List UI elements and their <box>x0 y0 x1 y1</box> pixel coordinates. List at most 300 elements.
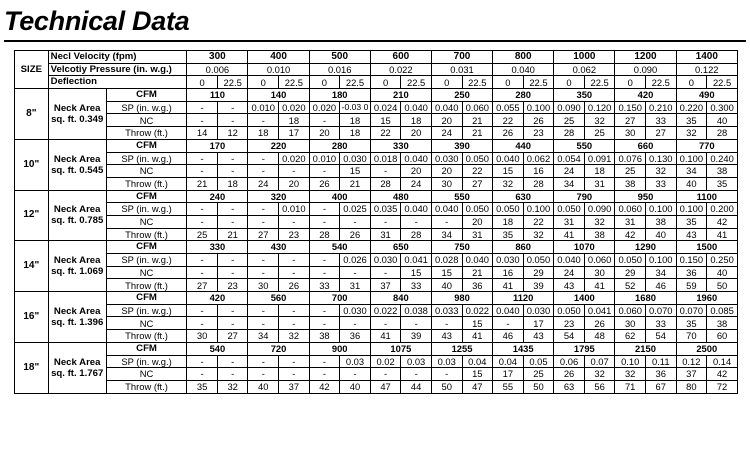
throw-value: 23 <box>523 127 554 140</box>
sp-value: 0.100 <box>645 203 676 216</box>
sp-value: 0.11 <box>645 355 676 368</box>
sp-value: 0.010 <box>248 101 279 114</box>
cfm-label: CFM <box>106 292 187 305</box>
sp-value: 0.060 <box>615 203 646 216</box>
neck-area-label: Neck Area <box>53 153 101 165</box>
throw-value: 28 <box>309 228 340 241</box>
sp-row <box>15 101 738 114</box>
nc-row <box>15 165 738 178</box>
throw-value: 40 <box>431 279 462 292</box>
sp-value: 0.050 <box>462 152 493 165</box>
nc-value: - <box>217 368 248 381</box>
nc-row <box>15 368 738 381</box>
sp-value: - <box>217 101 248 114</box>
nc-value: - <box>217 114 248 127</box>
cfm-value: 2150 <box>615 342 676 355</box>
cfm-value: 480 <box>370 190 431 203</box>
nc-value: 36 <box>676 266 707 279</box>
deflection-value: 0 <box>431 76 462 89</box>
nc-value: - <box>370 165 401 178</box>
nc-value: 25 <box>615 165 646 178</box>
deflection-value: 22.5 <box>523 76 554 89</box>
nc-value: 18 <box>493 215 524 228</box>
throw-value: 22 <box>370 127 401 140</box>
throw-value: 33 <box>401 279 432 292</box>
nc-value: - <box>217 317 248 330</box>
cfm-value: 1435 <box>493 342 554 355</box>
throw-label: Throw (ft.) <box>106 279 187 292</box>
throw-value: 26 <box>279 279 310 292</box>
sp-value: 0.050 <box>523 254 554 267</box>
throw-value: 27 <box>645 127 676 140</box>
nc-value: - <box>279 215 310 228</box>
sp-row <box>15 203 738 216</box>
cfm-value: 420 <box>615 89 676 102</box>
sp-value: 0.025 <box>340 203 371 216</box>
sp-value: - <box>187 152 218 165</box>
throw-value: 54 <box>554 330 585 343</box>
throw-value: 47 <box>462 380 493 393</box>
throw-value: 26 <box>493 127 524 140</box>
nc-value: 15 <box>340 165 371 178</box>
throw-value: 50 <box>431 380 462 393</box>
sp-value: - <box>309 355 340 368</box>
velocity-pressure-value: 0.006 <box>187 63 248 76</box>
nc-value: - <box>187 215 218 228</box>
throw-value: 23 <box>279 228 310 241</box>
nc-value: 32 <box>645 165 676 178</box>
nc-value: 34 <box>676 165 707 178</box>
sp-value: - <box>248 304 279 317</box>
sp-value: 0.07 <box>584 355 615 368</box>
nc-value: - <box>401 215 432 228</box>
sp-value: 0.100 <box>523 101 554 114</box>
sp-value: 0.02 <box>370 355 401 368</box>
nc-value: 15 <box>370 114 401 127</box>
page-title: Technical Data <box>4 6 190 36</box>
table-body <box>15 51 738 394</box>
throw-value: 30 <box>187 330 218 343</box>
cfm-value: 650 <box>370 241 431 254</box>
nc-value: 26 <box>584 317 615 330</box>
cfm-value: 1100 <box>676 190 737 203</box>
throw-value: 18 <box>217 177 248 190</box>
sp-value: 0.055 <box>493 101 524 114</box>
cfm-value: 1400 <box>554 292 615 305</box>
throw-value: 33 <box>645 177 676 190</box>
velocity-pressure-value: 0.090 <box>615 63 676 76</box>
throw-value: 55 <box>493 380 524 393</box>
sp-value: 0.022 <box>370 304 401 317</box>
deflection-value: 22.5 <box>462 76 493 89</box>
neck-area-label: Neck Area <box>53 102 101 114</box>
sp-label: SP (in. w.g.) <box>106 355 187 368</box>
throw-label: Throw (ft.) <box>106 380 187 393</box>
sp-value: 0.05 <box>523 355 554 368</box>
sp-value: 0.030 <box>340 304 371 317</box>
throw-value: 18 <box>340 127 371 140</box>
nc-value: - <box>248 317 279 330</box>
sp-value: 0.14 <box>707 355 738 368</box>
nc-value: 35 <box>676 114 707 127</box>
cfm-value: 790 <box>554 190 615 203</box>
throw-value: 21 <box>340 177 371 190</box>
throw-value: 54 <box>645 330 676 343</box>
throw-value: 43 <box>431 330 462 343</box>
nc-value: - <box>187 368 218 381</box>
sp-value: - <box>248 254 279 267</box>
sp-value: 0.06 <box>554 355 585 368</box>
throw-value: 41 <box>462 330 493 343</box>
throw-value: 40 <box>676 177 707 190</box>
sp-value: 0.10 <box>615 355 646 368</box>
cfm-value: 660 <box>615 139 676 152</box>
nc-value: 40 <box>707 266 738 279</box>
nc-value: - <box>309 165 340 178</box>
neck-area-label: Neck Area <box>53 356 101 368</box>
throw-value: 21 <box>462 127 493 140</box>
cfm-row <box>15 292 738 305</box>
cfm-value: 560 <box>248 292 309 305</box>
cfm-value: 840 <box>370 292 431 305</box>
throw-value: 52 <box>615 279 646 292</box>
sp-value: - <box>187 203 218 216</box>
throw-value: 24 <box>248 177 279 190</box>
neck-area-cell <box>48 89 106 140</box>
sp-value: 0.030 <box>340 152 371 165</box>
throw-value: 37 <box>370 279 401 292</box>
nc-value: - <box>401 368 432 381</box>
throw-value: 24 <box>431 127 462 140</box>
sp-value: 0.070 <box>645 304 676 317</box>
sp-value: 0.210 <box>645 101 676 114</box>
throw-value: 26 <box>309 177 340 190</box>
throw-value: 32 <box>676 127 707 140</box>
throw-value: 37 <box>279 380 310 393</box>
throw-value: 59 <box>676 279 707 292</box>
nc-row <box>15 266 738 279</box>
cfm-value: 950 <box>615 190 676 203</box>
throw-value: 28 <box>554 127 585 140</box>
velocity-pressure-value: 0.022 <box>370 63 431 76</box>
title-divider <box>4 40 746 42</box>
cfm-value: 110 <box>187 89 248 102</box>
nc-value: - <box>279 266 310 279</box>
cfm-value: 550 <box>431 190 492 203</box>
nc-value: - <box>248 114 279 127</box>
nc-value: - <box>248 368 279 381</box>
throw-value: 39 <box>523 279 554 292</box>
nc-value: 40 <box>707 114 738 127</box>
neck-velocity-label: Necl Velocity (fpm) <box>48 51 187 64</box>
throw-value: 43 <box>554 279 585 292</box>
neck-velocity-value: 400 <box>248 51 309 64</box>
neck-area-value: sq. ft. 1.396 <box>51 316 104 328</box>
sp-value: 0.250 <box>707 254 738 267</box>
sp-value: 0.100 <box>523 203 554 216</box>
deflection-value: 0 <box>554 76 585 89</box>
nc-value: 20 <box>431 165 462 178</box>
sp-value: 0.070 <box>676 304 707 317</box>
throw-row <box>15 177 738 190</box>
nc-value: 26 <box>523 114 554 127</box>
deflection-value: 22.5 <box>279 76 310 89</box>
sp-value: 0.062 <box>523 152 554 165</box>
nc-value: - <box>431 215 462 228</box>
throw-value: 50 <box>707 279 738 292</box>
throw-value: 35 <box>707 177 738 190</box>
sp-value: - <box>217 152 248 165</box>
nc-value: 21 <box>462 114 493 127</box>
sp-value: 0.060 <box>584 254 615 267</box>
neck-area-value: sq. ft. 0.349 <box>51 113 104 125</box>
neck-velocity-value: 1200 <box>615 51 676 64</box>
nc-value: - <box>309 368 340 381</box>
neck-area-value: sq. ft. 1.767 <box>51 367 104 379</box>
throw-value: 32 <box>523 228 554 241</box>
cfm-value: 210 <box>370 89 431 102</box>
deflection-value: 0 <box>309 76 340 89</box>
nc-value: - <box>217 266 248 279</box>
nc-value: 22 <box>523 215 554 228</box>
nc-value: - <box>187 317 218 330</box>
sp-value: 0.090 <box>584 203 615 216</box>
nc-value: 42 <box>707 215 738 228</box>
throw-value: 40 <box>645 228 676 241</box>
sp-value: 0.030 <box>431 152 462 165</box>
nc-value: 38 <box>707 317 738 330</box>
sp-value: 0.033 <box>431 304 462 317</box>
sp-value: 0.040 <box>401 152 432 165</box>
cfm-value: 430 <box>248 241 309 254</box>
throw-value: 62 <box>615 330 646 343</box>
throw-value: 46 <box>645 279 676 292</box>
cfm-value: 170 <box>187 139 248 152</box>
nc-value: 27 <box>615 114 646 127</box>
deflection-value: 22.5 <box>645 76 676 89</box>
deflection-value: 22.5 <box>401 76 432 89</box>
sp-row <box>15 254 738 267</box>
cfm-value: 180 <box>309 89 370 102</box>
cfm-value: 1070 <box>554 241 615 254</box>
nc-value: - <box>187 266 218 279</box>
header-row-deflection <box>15 76 738 89</box>
sp-value: - <box>279 304 310 317</box>
sp-value: 0.010 <box>309 152 340 165</box>
sp-value: 0.200 <box>707 203 738 216</box>
sp-value: 0.040 <box>493 152 524 165</box>
cfm-row <box>15 89 738 102</box>
throw-value: 40 <box>248 380 279 393</box>
throw-value: 26 <box>340 228 371 241</box>
nc-value: - <box>401 317 432 330</box>
cfm-value: 1255 <box>431 342 492 355</box>
sp-value: 0.030 <box>370 254 401 267</box>
nc-value: 33 <box>645 114 676 127</box>
nc-value: - <box>279 317 310 330</box>
cfm-value: 770 <box>676 139 737 152</box>
nc-value: 34 <box>645 266 676 279</box>
technical-data-table <box>14 50 738 394</box>
nc-value: 30 <box>615 317 646 330</box>
sp-value: 0.018 <box>370 152 401 165</box>
sp-value: 0.050 <box>554 304 585 317</box>
throw-value: 43 <box>523 330 554 343</box>
cfm-value: 1120 <box>493 292 554 305</box>
cfm-value: 720 <box>248 342 309 355</box>
sp-label: SP (in. w.g.) <box>106 203 187 216</box>
throw-value: 32 <box>217 380 248 393</box>
sp-value: 0.040 <box>493 304 524 317</box>
nc-value: - <box>217 165 248 178</box>
cfm-value: 2500 <box>676 342 737 355</box>
sp-value: 0.100 <box>676 152 707 165</box>
nc-value: 16 <box>493 266 524 279</box>
neck-velocity-value: 500 <box>309 51 370 64</box>
throw-value: 28 <box>370 177 401 190</box>
nc-value: - <box>309 266 340 279</box>
sp-value: - <box>309 304 340 317</box>
sp-value: - <box>217 203 248 216</box>
neck-area-value: sq. ft. 0.545 <box>51 164 104 176</box>
velocity-pressure-label: Velcotiy Pressure (in. w.g.) <box>48 63 187 76</box>
nc-value: 18 <box>401 114 432 127</box>
deflection-value: 0 <box>248 76 279 89</box>
nc-value: - <box>431 317 462 330</box>
nc-value: - <box>370 368 401 381</box>
nc-value: 17 <box>493 368 524 381</box>
nc-row <box>15 114 738 127</box>
cfm-value: 1960 <box>676 292 737 305</box>
throw-value: 14 <box>187 127 218 140</box>
nc-value: 25 <box>554 114 585 127</box>
throw-label: Throw (ft.) <box>106 177 187 190</box>
throw-value: 31 <box>584 177 615 190</box>
nc-value: 25 <box>523 368 554 381</box>
sp-value: 0.150 <box>676 254 707 267</box>
size-cell: 18" <box>15 342 49 393</box>
nc-value: 37 <box>676 368 707 381</box>
neck-area-cell <box>48 342 106 393</box>
sp-value: 0.020 <box>279 152 310 165</box>
sp-value: 0.050 <box>462 203 493 216</box>
nc-value: 20 <box>401 165 432 178</box>
throw-value: 70 <box>676 330 707 343</box>
nc-value: - <box>248 215 279 228</box>
throw-value: 32 <box>279 330 310 343</box>
nc-label: NC <box>106 114 187 127</box>
sp-value: 0.020 <box>279 101 310 114</box>
nc-value: - <box>217 215 248 228</box>
throw-value: 27 <box>462 177 493 190</box>
velocity-pressure-value: 0.031 <box>431 63 492 76</box>
nc-value: 15 <box>462 317 493 330</box>
cfm-value: 550 <box>554 139 615 152</box>
sp-value: 0.028 <box>431 254 462 267</box>
neck-area-cell <box>48 292 106 343</box>
deflection-value: 22.5 <box>340 76 371 89</box>
nc-value: 18 <box>584 165 615 178</box>
velocity-pressure-value: 0.016 <box>309 63 370 76</box>
sp-row <box>15 355 738 368</box>
throw-value: 80 <box>676 380 707 393</box>
throw-value: 17 <box>279 127 310 140</box>
neck-area-cell <box>48 190 106 241</box>
throw-value: 28 <box>523 177 554 190</box>
deflection-value: 0 <box>187 76 218 89</box>
nc-value: - <box>309 114 340 127</box>
neck-velocity-value: 800 <box>493 51 554 64</box>
nc-value: 38 <box>707 165 738 178</box>
nc-value: - <box>340 368 371 381</box>
sp-value: 0.100 <box>676 203 707 216</box>
throw-value: 33 <box>309 279 340 292</box>
throw-value: 71 <box>615 380 646 393</box>
throw-value: 50 <box>523 380 554 393</box>
neck-area-value: sq. ft. 0.785 <box>51 215 104 227</box>
throw-row <box>15 279 738 292</box>
nc-value: 32 <box>615 368 646 381</box>
nc-value: - <box>279 165 310 178</box>
nc-label: NC <box>106 165 187 178</box>
cfm-value: 440 <box>493 139 554 152</box>
sp-value: 0.03 <box>401 355 432 368</box>
sp-value: 0.150 <box>615 101 646 114</box>
neck-area-label: Neck Area <box>53 255 101 267</box>
nc-row <box>15 215 738 228</box>
throw-value: 56 <box>584 380 615 393</box>
nc-value: 15 <box>431 266 462 279</box>
sp-value: 0.03 <box>431 355 462 368</box>
sp-value: 0.041 <box>401 254 432 267</box>
throw-value: 21 <box>217 228 248 241</box>
sp-value: 0.040 <box>462 254 493 267</box>
throw-value: 30 <box>431 177 462 190</box>
nc-value: - <box>279 368 310 381</box>
sp-value: 0.041 <box>584 304 615 317</box>
nc-value: - <box>340 215 371 228</box>
sp-value: 0.240 <box>707 152 738 165</box>
cfm-row <box>15 241 738 254</box>
cfm-label: CFM <box>106 342 187 355</box>
sp-value: 0.054 <box>554 152 585 165</box>
throw-value: 41 <box>584 279 615 292</box>
cfm-value: 1795 <box>554 342 615 355</box>
throw-value: 41 <box>707 228 738 241</box>
throw-value: 34 <box>431 228 462 241</box>
nc-row <box>15 317 738 330</box>
sp-value: - <box>187 304 218 317</box>
nc-value: 35 <box>676 215 707 228</box>
throw-value: 41 <box>554 228 585 241</box>
throw-value: 31 <box>370 228 401 241</box>
nc-value: 15 <box>493 165 524 178</box>
throw-row <box>15 380 738 393</box>
nc-label: NC <box>106 368 187 381</box>
sp-value: 0.040 <box>431 101 462 114</box>
size-cell: 8" <box>15 89 49 140</box>
sp-value: - <box>217 304 248 317</box>
throw-value: 41 <box>370 330 401 343</box>
sp-value: - <box>248 355 279 368</box>
cfm-value: 540 <box>309 241 370 254</box>
throw-value: 12 <box>217 127 248 140</box>
sp-value: 0.300 <box>707 101 738 114</box>
cfm-row <box>15 342 738 355</box>
cfm-value: 900 <box>309 342 370 355</box>
size-header: SIZE <box>15 51 49 89</box>
neck-area-cell <box>48 241 106 292</box>
